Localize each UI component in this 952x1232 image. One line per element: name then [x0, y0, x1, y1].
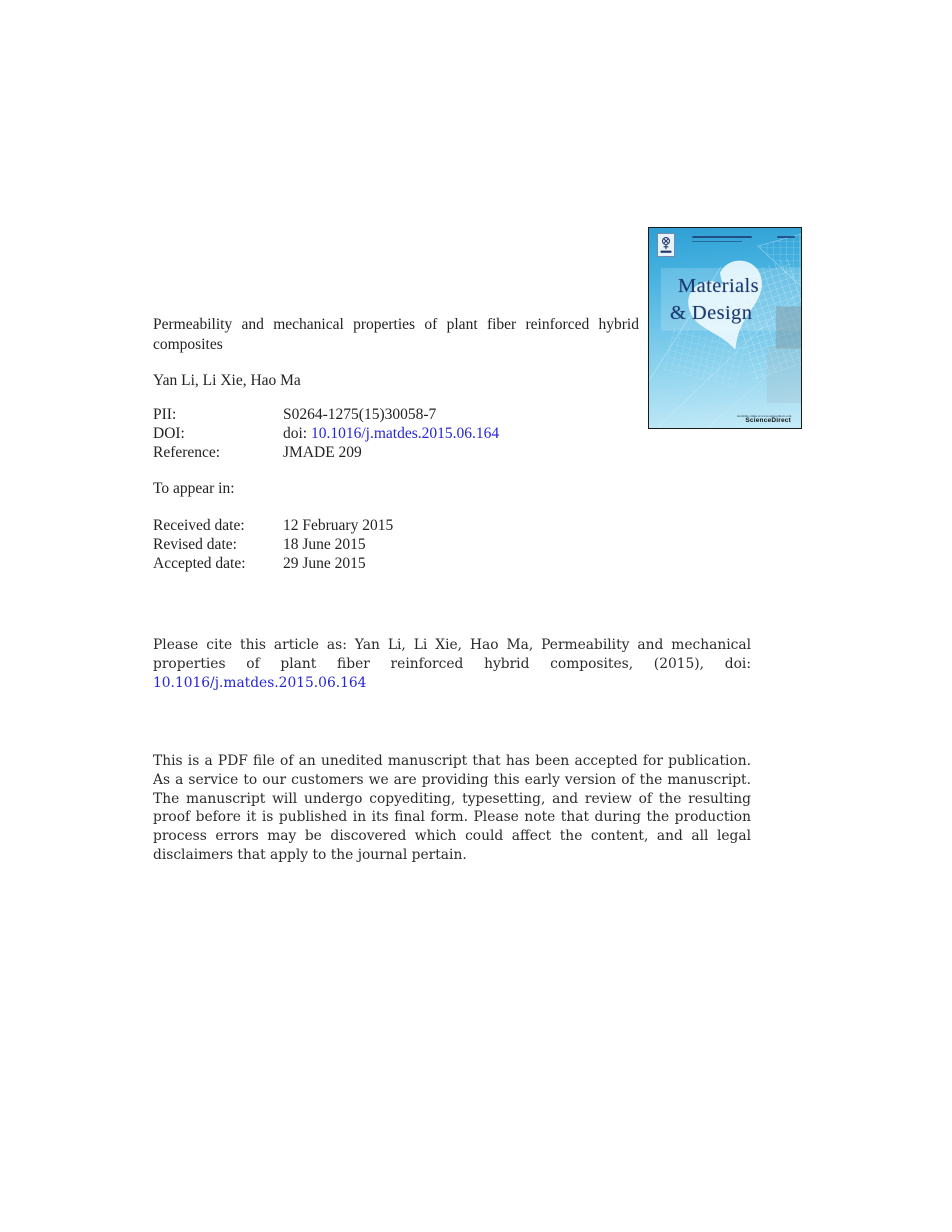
doi-prefix: doi: — [283, 425, 308, 442]
dates-block — [153, 517, 393, 573]
accepted-date-row — [153, 555, 393, 574]
article-title: Permeability and mechanical properties of plant fiber reinforced hybrid composites — [153, 316, 639, 353]
revised-date-label: Revised date: — [153, 535, 237, 553]
reference-label: Reference: — [153, 444, 221, 461]
pii-label: PII: — [153, 406, 177, 423]
doi-label: DOI: — [153, 425, 185, 442]
doi-link[interactable]: 10.1016/j.matdes.2015.06.164 — [311, 425, 500, 442]
authors-line: Yan Li, Li Xie, Hao Ma — [153, 372, 301, 389]
journal-title — [670, 273, 759, 327]
doi-value — [283, 424, 499, 443]
reference-value: JMADE 209 — [283, 444, 362, 461]
received-date-value: 12 February 2015 — [283, 517, 394, 534]
revised-date-row — [153, 536, 393, 555]
citation-paragraph — [153, 636, 751, 692]
article-meta-block — [153, 405, 499, 462]
accepted-date-label: Accepted date: — [153, 554, 246, 572]
pii-value: S0264-1275(15)30058-7 — [283, 406, 437, 423]
journal-title-line1: Materials — [678, 275, 760, 297]
revised-date-value: 18 June 2015 — [283, 535, 366, 553]
cover-footer — [670, 410, 791, 424]
citation-text: Please cite this article as: Yan Li, Li Xie, Hao Ma, Permeability and mechanical properties of plant fiber reinforced hybrid composites, (2015), doi: — [153, 637, 751, 672]
cover-issue-text-line — [777, 236, 795, 238]
journal-title-line2: & Design — [670, 302, 753, 324]
to-appear-label: To appear in: — [153, 480, 235, 497]
available-online-text: Available online at www.sciencedirect.com — [736, 414, 791, 418]
received-date-row — [153, 517, 393, 536]
sciencedirect-logo: ScienceDirect — [745, 417, 791, 424]
received-date-label: Received date: — [153, 517, 245, 534]
accepted-date-value: 29 June 2015 — [283, 554, 366, 572]
reference-row — [153, 443, 499, 462]
citation-doi-link[interactable]: 10.1016/j.matdes.2015.06.164 — [153, 674, 367, 691]
doi-row — [153, 424, 499, 443]
pii-row — [153, 405, 499, 424]
disclaimer-paragraph: This is a PDF file of an unedited manuscript that has been accepted for publication. As a service to our customers we are providing this early version of the manuscript. The manuscript will undergo copyediting, typesetting, and review of the resulting proof before it is published in its final form. Please note that during the production process errors may be discovered which could affect the content, and all legal disclaimers that apply to the journal pertain. — [153, 753, 751, 863]
cover-masthead-text-line — [692, 236, 752, 238]
cover-art — [649, 228, 801, 428]
journal-cover-thumbnail — [648, 227, 802, 429]
cover-masthead-text-line — [692, 241, 742, 243]
elsevier-logo — [657, 233, 675, 257]
elsevier-tree-icon — [660, 236, 672, 254]
cover-gray-swatch-light — [767, 347, 801, 403]
cover-gray-swatch — [776, 306, 801, 348]
